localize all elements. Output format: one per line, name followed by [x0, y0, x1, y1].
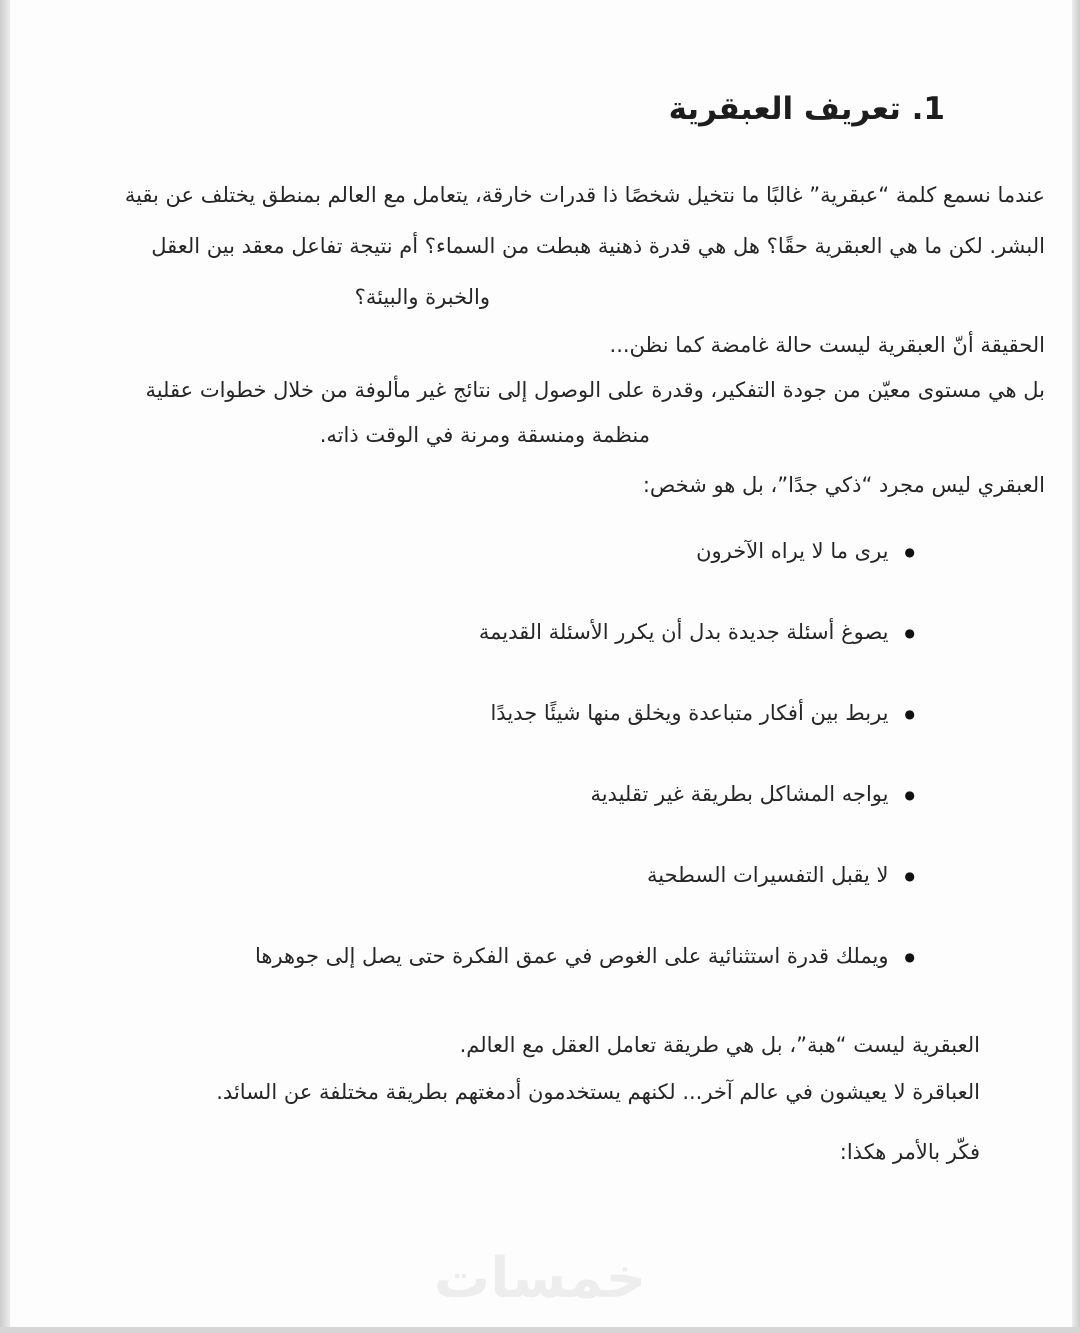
section-heading: 1. تعريف العبقرية: [668, 91, 945, 127]
genius-traits-list: [110, 536, 1045, 972]
bullet-dot-icon: [905, 779, 915, 810]
list-item: [110, 698, 915, 729]
photo-edge-right: [1072, 0, 1080, 1333]
list-item: [110, 536, 915, 567]
paragraph-think-lead: [110, 1130, 1045, 1175]
paragraph-line: عندما نسمع كلمة “عبقرية” غالبًا ما نتخيل شخصًا ذا قدرات خارقة، يتعامل مع العالم بمنطق يختلف عن بقية: [124, 183, 1045, 207]
list-item: [110, 941, 915, 972]
khamsat-watermark: خمسات: [433, 1246, 647, 1311]
bullet-dot-icon: [905, 698, 915, 729]
list-item: [110, 860, 915, 891]
bullet-dot-icon: [905, 860, 915, 891]
list-item: [110, 779, 915, 810]
paragraph-line: بل هي مستوى معيّن من جودة التفكير، وقدرة على الوصول إلى نتائج غير مألوفة من خلال خطوات عقلية: [145, 378, 1045, 402]
paragraph-conclusion: [110, 1022, 1045, 1116]
paragraph-list-lead: [110, 463, 1045, 508]
paragraph-truth: [110, 323, 1045, 458]
paragraph-line: البشر. لكن ما هي العبقرية حقًا؟ هل هي قدرة ذهنية هبطت من السماء؟ أم نتيجة تفاعل معقد بين العقل: [151, 234, 1045, 258]
photo-edge-left: [0, 0, 10, 1333]
bullet-dot-icon: [905, 536, 915, 567]
bullet-dot-icon: [905, 941, 915, 972]
paragraph-line: الحقيقة أنّ العبقرية ليست حالة غامضة كما نظن...: [609, 333, 1045, 357]
bullet-dot-icon: [905, 617, 915, 648]
paragraph-line: العباقرة لا يعيشون في عالم آخر... لكنهم يستخدمون أدمغتهم بطريقة مختلفة عن السائد.: [216, 1080, 980, 1104]
paragraph-line: العبقري ليس مجرد “ذكي جدًا”، بل هو شخص:: [642, 473, 1045, 497]
list-item-text: يصوغ أسئلة جديدة بدل أن يكرر الأسئلة القديمة: [478, 620, 889, 644]
paragraph-line: العبقرية ليست “هبة”، بل هي طريقة تعامل العقل مع العالم.: [459, 1033, 980, 1057]
document-content: [110, 0, 1045, 1175]
list-item-text: يرى ما لا يراه الآخرون: [696, 539, 889, 563]
list-item-text: ويملك قدرة استثنائية على الغوص في عمق الفكرة حتى يصل إلى جوهرها: [254, 944, 889, 968]
paragraph-line: منظمة ومنسقة ومرنة في الوقت ذاته.: [319, 423, 650, 447]
list-item: [110, 617, 915, 648]
list-item-text: يربط بين أفكار متباعدة ويخلق منها شيئًا جديدًا: [490, 701, 889, 725]
list-item-text: لا يقبل التفسيرات السطحية: [647, 863, 889, 887]
paragraph-intro: [110, 170, 1045, 323]
paragraph-line: فكّر بالأمر هكذا:: [839, 1140, 980, 1164]
paragraph-line: والخبرة والبيئة؟: [354, 285, 490, 309]
list-item-text: يواجه المشاكل بطريقة غير تقليدية: [590, 782, 889, 806]
photo-edge-bottom: [0, 1327, 1080, 1333]
